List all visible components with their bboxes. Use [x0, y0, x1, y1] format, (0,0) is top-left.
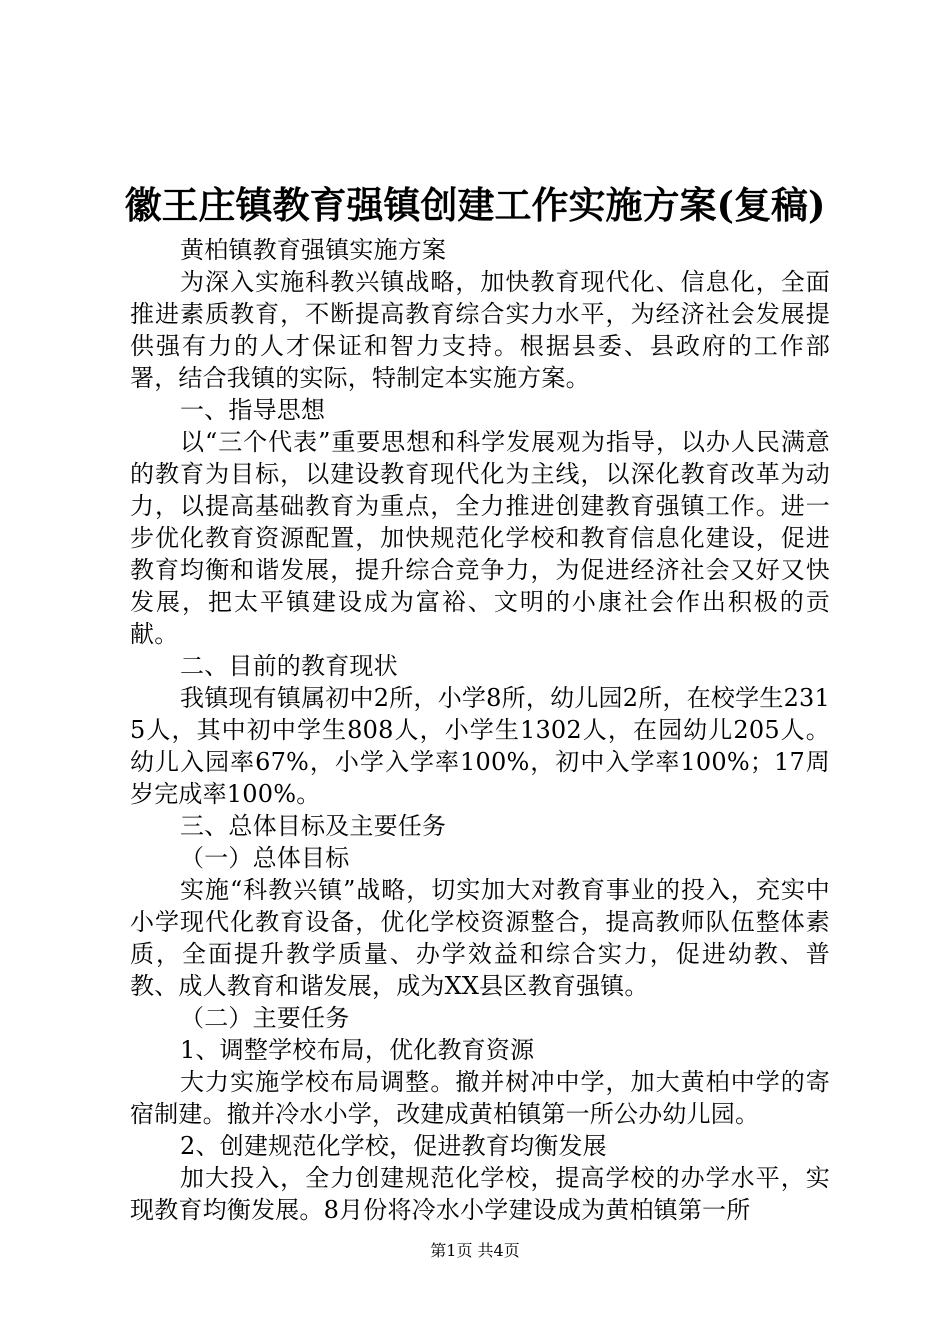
- heading-task-1: 1、调整学校布局，优化教育资源: [180, 1036, 535, 1064]
- paragraph-overall-goal: 实施“科教兴镇”战略，切实加大对教育事业的投入，充实中小学现代化教育设备，优化学校资源整合，提高教师队伍整体素质，全面提升教学质量、办学效益和综合实力，促进幼教、普教、成人教育和谐发展，成为XX县区教育强镇。: [130, 876, 830, 1000]
- document-title: 徽王庄镇教育强镇创建工作实施方案(复稿): [124, 183, 826, 227]
- heading-goals-tasks: 三、总体目标及主要任务: [180, 812, 447, 840]
- paragraph-current-status: 我镇现有镇属初中2所，小学8所，幼儿园2所，在校学生2315人，其中初中学生808人，小学生1302人，在园幼儿205人。幼儿入园率67%，小学入学率100%，初中入学率100%；17周岁完成率100%。: [130, 684, 830, 808]
- paragraph-intro: 为深入实施科教兴镇战略，加快教育现代化、信息化，全面推进素质教育，不断提高教育综合实力水平，为经济社会发展提供强有力的人才保证和智力支持。根据县委、县政府的工作部署，结合我镇的实际，特制定本实施方案。: [130, 268, 830, 392]
- heading-task-2: 2、创建规范化学校，促进教育均衡发展: [180, 1132, 607, 1160]
- page-number-footer: 第1页 共4页: [430, 1241, 520, 1260]
- document-body: [130, 234, 830, 1226]
- paragraph-subtitle: 黄柏镇教育强镇实施方案: [180, 236, 447, 264]
- heading-main-tasks: （二）主要任务: [180, 1004, 350, 1032]
- paragraph-guiding-ideology: 以“三个代表”重要思想和科学发展观为指导，以办人民满意的教育为目标，以建设教育现代化为主线，以深化教育改革为动力，以提高基础教育为重点，全力推进创建教育强镇工作。进一步优化教育资源配置，加快规范化学校和教育信息化建设，促进教育均衡和谐发展，提升综合竞争力，为促进经济社会又好又快发展，把太平镇建设成为富裕、文明的小康社会作出积极的贡献。: [130, 428, 830, 648]
- heading-overall-goal: （一）总体目标: [180, 844, 350, 872]
- paragraph-task-2: 加大投入，全力创建规范化学校，提高学校的办学水平，实现教育均衡发展。8月份将冷水小学建设成为黄柏镇第一所: [130, 1164, 830, 1224]
- paragraph-task-1: 大力实施学校布局调整。撤并树冲中学，加大黄柏中学的寄宿制建。撤并冷水小学，改建成黄柏镇第一所公办幼儿园。: [130, 1068, 830, 1128]
- heading-current-status: 二、目前的教育现状: [180, 652, 398, 680]
- heading-guiding-ideology: 一、指导思想: [180, 396, 326, 424]
